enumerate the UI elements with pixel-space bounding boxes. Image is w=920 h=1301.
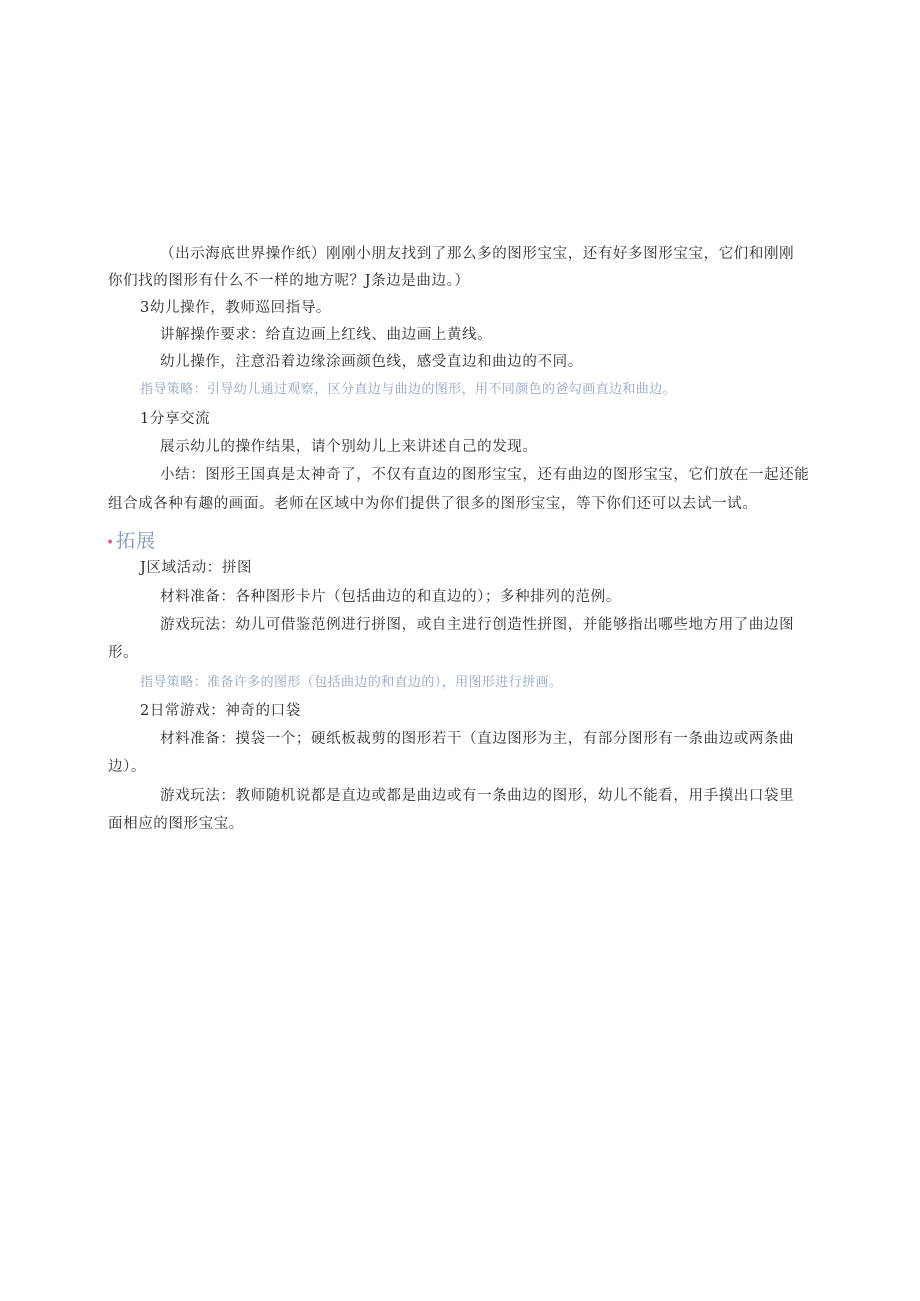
section-heading-extension [106,528,156,556]
step-heading: 3幼儿操作，教师巡回指导。 [140,300,332,316]
paragraph-line: 你们找的图形有什么不一样的地方呢？J条边是曲边。） [108,273,470,289]
paragraph-line: 游戏玩法：幼儿可借鉴范例进行拼图，或自主进行创造性拼图，并能够指出哪些地方用了曲边图 [160,617,795,633]
section-heading-text: 拓展 [116,530,157,552]
guidance-strategy: 指导策略：引导幼儿通过观察，区分直边与曲边的图形，用不同颜色的爸勾画直边和曲边。 [140,382,677,397]
paragraph-line: 讲解操作要求：给直边画上红线、曲边画上黄线。 [160,327,493,343]
paragraph-line: 展示幼儿的操作结果，请个别幼儿上来讲述自己的发现。 [160,439,538,455]
guidance-strategy: 指导策略：准备许多的图形（包括曲边的和直边的），用图形进行拼画。 [140,675,563,690]
paragraph-line: 形。 [108,645,139,661]
step-heading: J区域活动：拼图 [140,560,253,576]
paragraph-line: （出示海底世界操作纸）刚刚小朋友找到了那么多的图形宝宝，还有好多图形宝宝，它们和刚刚 [160,246,795,262]
paragraph-line: 面相应的图形宝宝。 [108,816,244,832]
step-heading: 1分享交流 [140,411,211,427]
step-heading: 2日常游戏：神奇的口袋 [140,703,301,719]
bullet-icon: • [106,535,116,551]
paragraph-line: 组合成各种有趣的画面。老师在区域中为你们提供了很多的图形宝宝，等下你们还可以去试一试。 [108,496,758,512]
paragraph-line: 材料准备：摸袋一个；硬纸板裁剪的图形若干（直边图形为主，有部分图形有一条曲边或两条曲 [160,731,795,747]
paragraph-line: 游戏玩法：教师随机说都是直边或都是曲边或有一条曲边的图形，幼儿不能看，用手摸出口袋里 [160,788,795,804]
paragraph-line: 小结：图形王国真是太神奇了，不仅有直边的图形宝宝，还有曲边的图形宝宝，它们放在一起还能 [160,467,810,483]
paragraph-line: 幼儿操作，注意沿着边缘涂画颜色线，感受直边和曲边的不同。 [160,354,583,370]
paragraph-line: 材料准备：各种图形卡片（包括曲边的和直边的）；多种排列的范例。 [160,589,621,605]
paragraph-line: 边）。 [108,759,147,775]
